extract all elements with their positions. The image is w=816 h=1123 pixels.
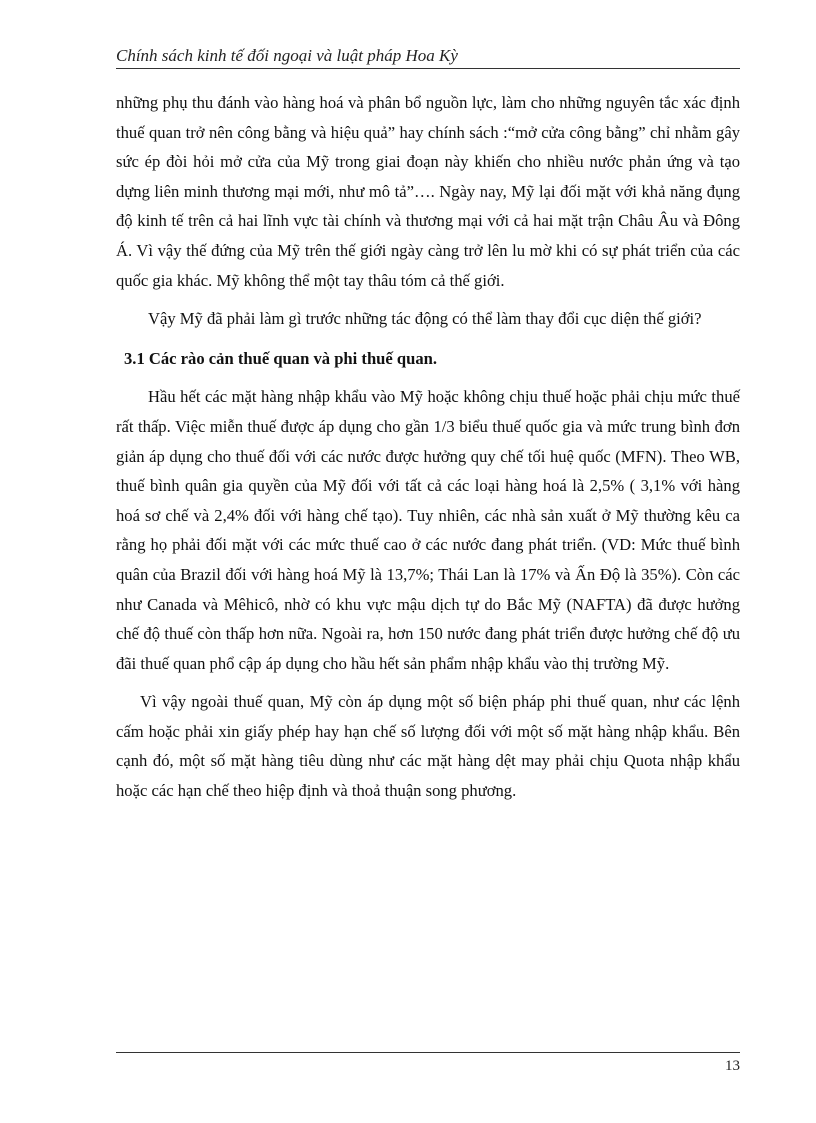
footer-divider [116,1052,740,1053]
page-number: 13 [725,1058,740,1074]
paragraph-continuation: những phụ thu đánh vào hàng hoá và phân bổ nguồn lực, làm cho những nguyên tắc xác định thuế quan trở nên công bằng và hiệu quả” hay chính sách :“mở cửa công bằng” chỉ nhằm gây sức ép đòi hỏi mở cửa của Mỹ trong giai đoạn này khiến cho nhiều nước phản ứng và tạo dựng liên minh thương mại mới, như mô tả”…. Ngày nay, Mỹ lại đối mặt với khả năng đụng độ kinh tế trên cả hai lĩnh vực tài chính và thương mại với cả hai mặt trận Châu Âu và Đông Á. Vì vậy thế đứng của Mỹ trên thế giới ngày càng trở lên lu mờ khi có sự phát triển của các quốc gia khác. Mỹ không thể một tay thâu tóm cả thế giới. [116,93,740,290]
header-divider [116,68,740,69]
body-text [116,88,740,806]
section-heading: 3.1 Các rào cản thuế quan và phi thuế quan. [124,348,438,368]
paragraph-question: Vậy Mỹ đã phải làm gì trước những tác động có thể làm thay đổi cục diện thế giới? [148,309,702,329]
paragraph-tariffs: Hầu hết các mặt hàng nhập khẩu vào Mỹ hoặc không chịu thuế hoặc phải chịu mức thuế rất thấp. Việc miễn thuế được áp dụng cho gần 1/3 biểu thuế quốc gia và mức trung bình đơn giản áp dụng cho thuế đối với các nước được hưởng quy chế tối huệ quốc (MFN). Theo WB, thuế bình quân gia quyền của Mỹ đối với tất cả các loại hàng hoá là 2,5% ( 3,1% với hàng hoá sơ chế và 2,4% đối với hàng chế tạo). Tuy nhiên, các nhà sản xuất ở Mỹ thường kêu ca rằng họ phải đối mặt với các mức thuế cao ở các nước đang phát triển. (VD: Mức thuế bình quân của Brazil đối với hàng hoá Mỹ là 13,7%; Thái Lan là 17% và Ấn Độ là 35%). Còn các như Canada và Mêhicô, nhờ có khu vực mậu dịch tự do Bắc Mỹ (NAFTA) đã được hưởng chế độ thuế còn thấp hơn nữa. Ngoài ra, hơn 150 nước đang phát triển được hưởng chế độ ưu đãi thuế quan phổ cập áp dụng cho hầu hết sản phẩm nhập khẩu vào thị trường Mỹ. [116,387,740,673]
paragraph-non-tariff: Vì vậy ngoài thuế quan, Mỹ còn áp dụng một số biện pháp phi thuế quan, như các lệnh cấm hoặc phải xin giấy phép hay hạn chế số lượng đối với một số mặt hàng nhập khẩu. Bên cạnh đó, một số mặt hàng tiêu dùng như các mặt hàng dệt may phải chịu Quota nhập khẩu hoặc các hạn chế theo hiệp định và thoả thuận song phương. [116,692,740,801]
running-header: Chính sách kinh tế đối ngoại và luật pháp Hoa Kỳ [116,46,458,65]
